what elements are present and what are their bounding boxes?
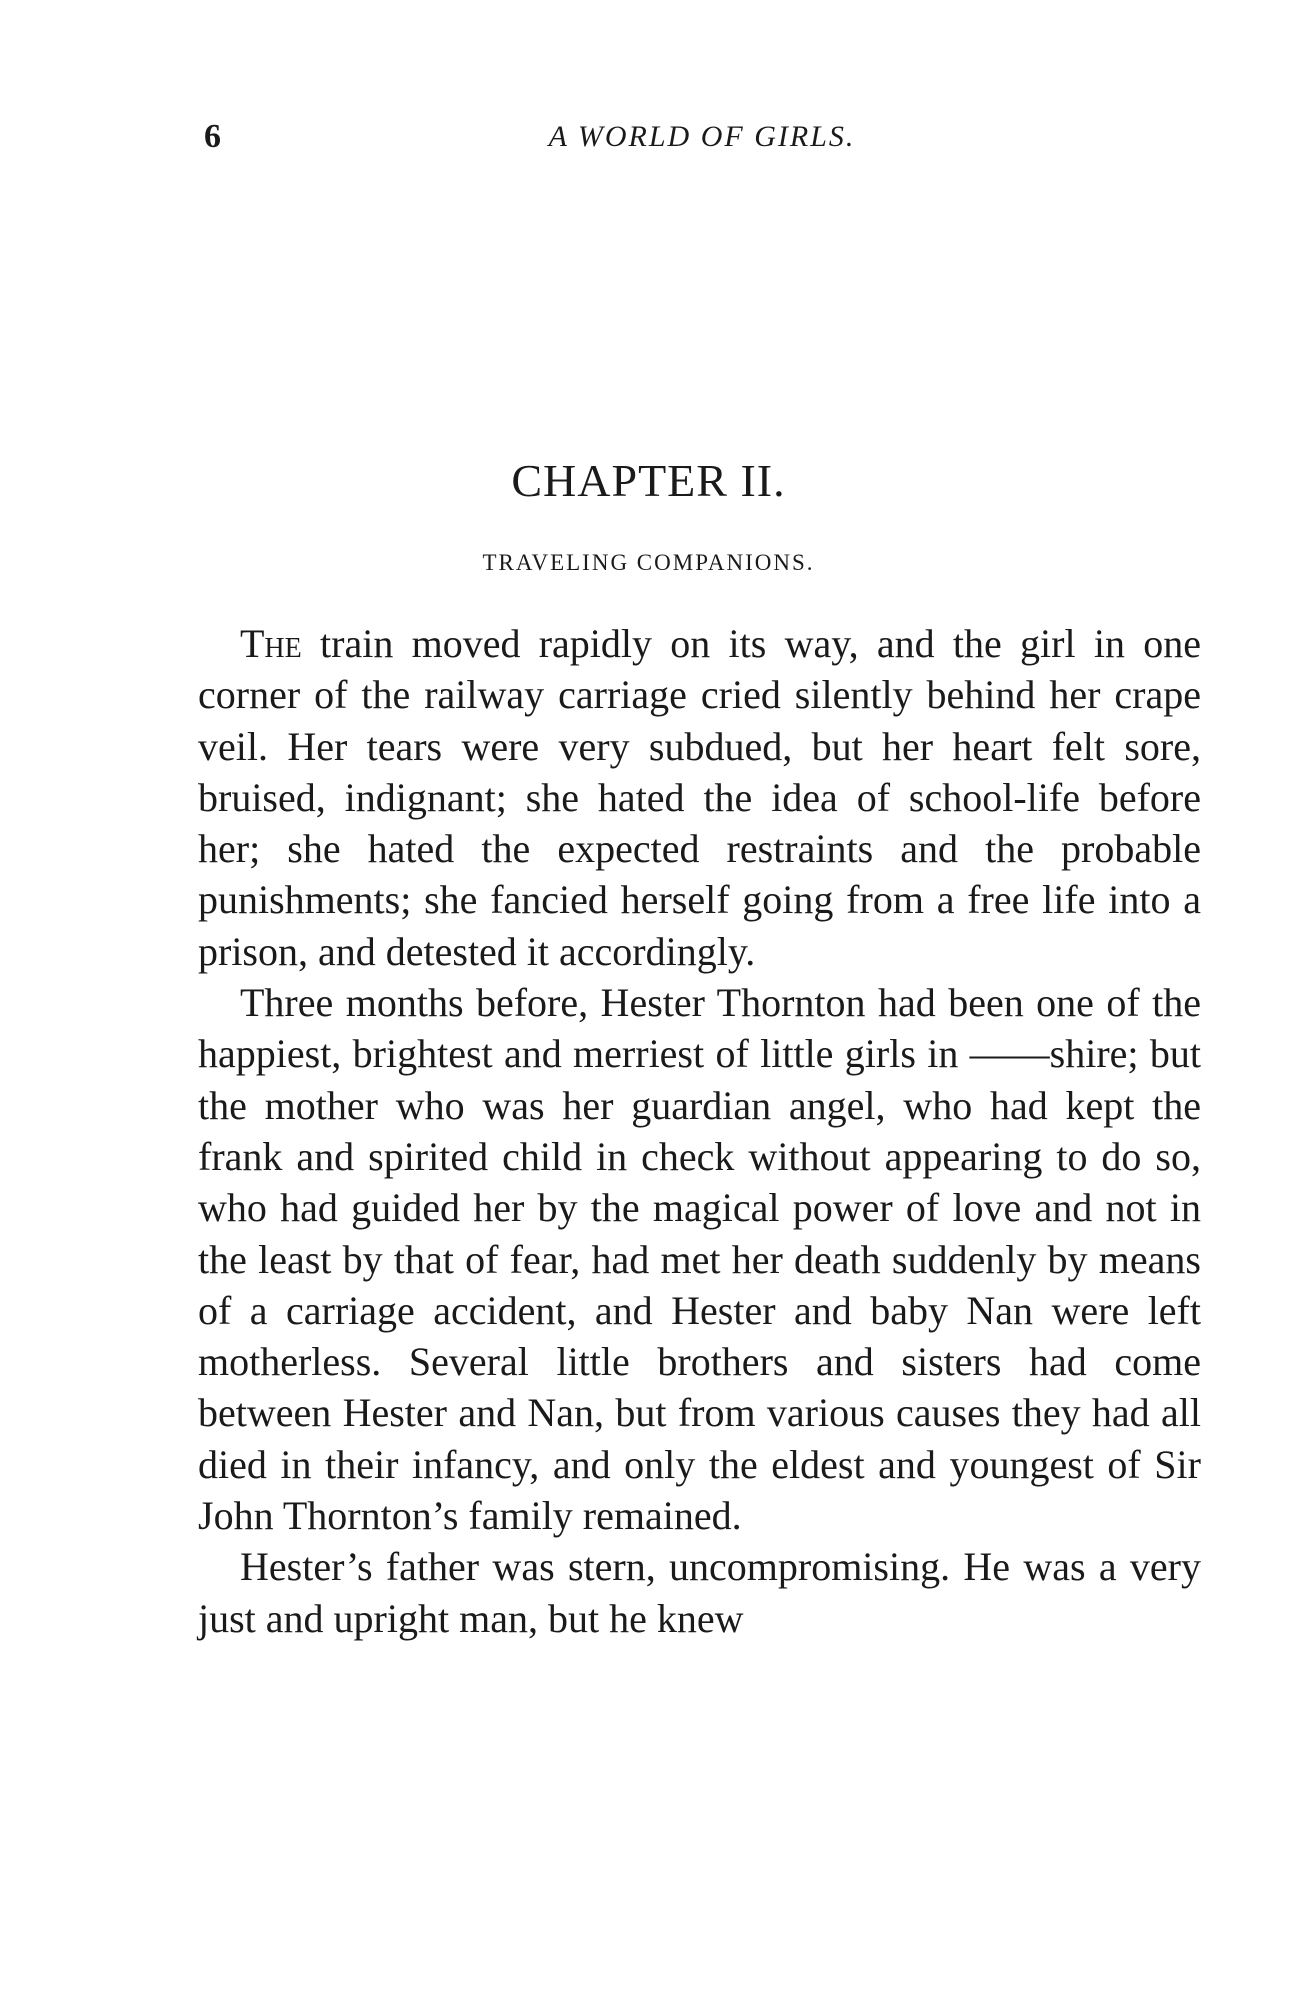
page-number: 6 <box>204 118 221 155</box>
body-text <box>198 618 1201 1644</box>
book-title: A WORLD OF GIRLS. <box>548 120 856 153</box>
paragraph-2: Three months before, Hester Thornton had been one of the happiest, brightest and merriest of little girls in ——shire; but the mother who was her guardian angel, who had kept the frank and spirited child in check without appearing to do so, who had guided her by the magical power of love and not in the least by that of fear, had met her death suddenly by means of a carriage accident, and Hester and baby Nan were left motherless. Several little brothers and sisters had come between Hester and Nan, but from various causes they had all died in their infancy, and only the eldest and youngest of Sir John Thornton’s family remained. <box>198 980 1201 1539</box>
paragraph-1 <box>198 618 1201 977</box>
running-head <box>204 118 1200 168</box>
paragraph-1-text: train moved rapidly on its way, and the girl in one corner of the railway carriage cried silently behind her crape veil. Her tears were very subdued, but her heart felt sore, bruised, indignant; she hated the idea of school-life before her; she hated the expected restraints and the probable punishments; she fancied herself going from a free life into a prison, and detested it accordingly. <box>198 621 1201 974</box>
chapter-subtitle: TRAVELING COMPANIONS. <box>482 550 815 575</box>
paragraph-3: Hester’s father was stern, uncompromising. He was a very just and upright man, but he knew <box>198 1544 1201 1641</box>
paragraph-1-lead-word: The <box>240 621 302 666</box>
chapter-heading: CHAPTER II. <box>511 455 786 506</box>
